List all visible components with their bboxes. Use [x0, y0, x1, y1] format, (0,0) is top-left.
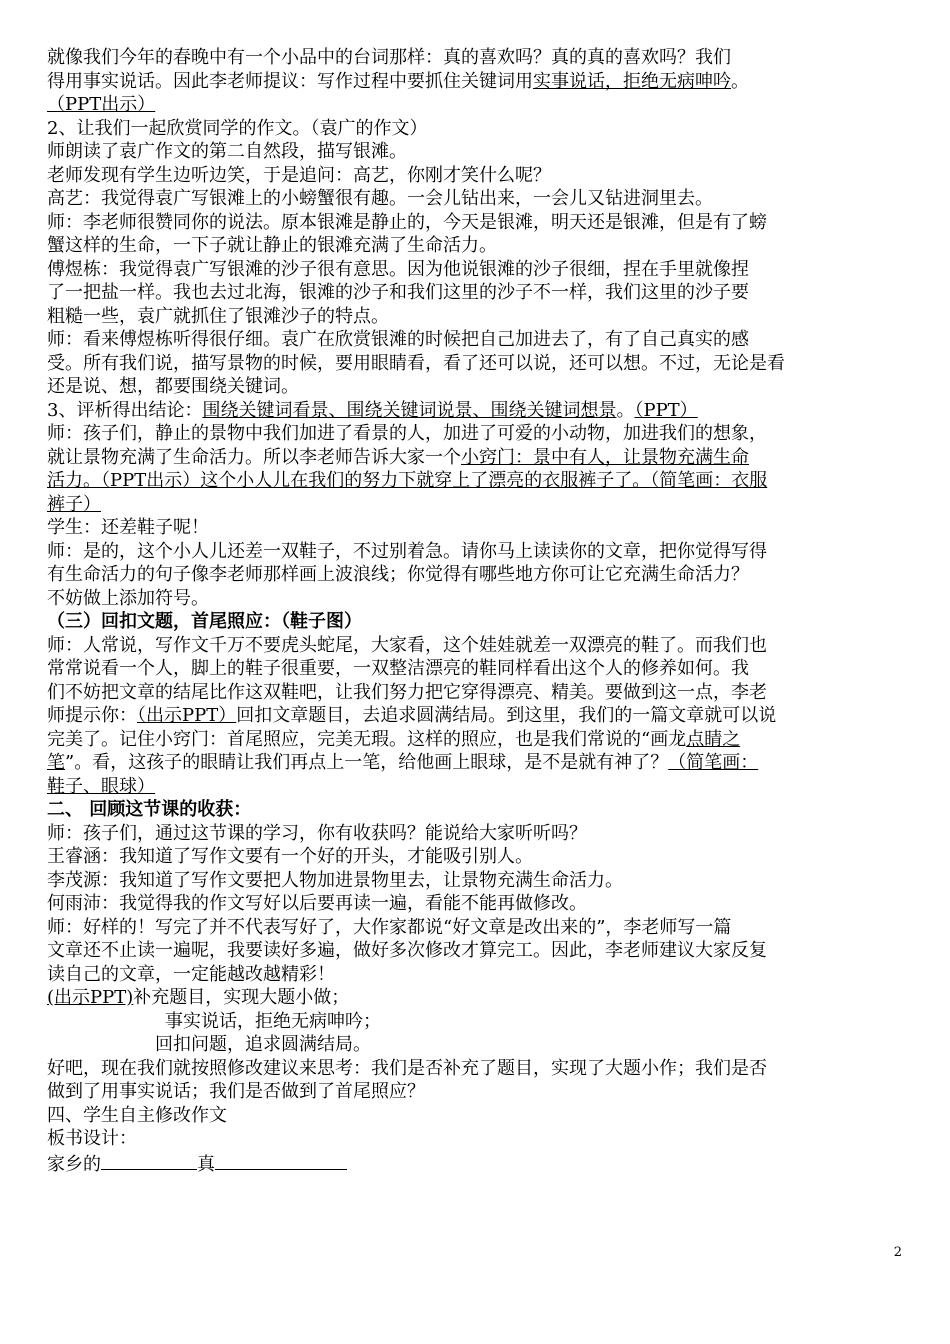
fill-blank [215, 1151, 347, 1170]
text-line: 受。所有我们说，描写景物的时候，要用眼睛看，看了还可以说，还可以想。不过，无论是看 [47, 352, 785, 374]
underlined-phrase: 围绕关键词看景、围绕关键词说景、围绕关键词想景 [202, 399, 617, 421]
text-line: 老师发现有学生边听边笑，于是追问：高艺，你刚才笑什么呢？ [47, 164, 551, 186]
text-line [47, 93, 909, 117]
text-line [47, 493, 909, 517]
text-line: 师：孩子们，静止的景物中我们加进了看景的人，加进了可爱的小动物，加进我们的想象， [47, 423, 767, 444]
text-line: 有生命活力的句子像李老师那样画上波浪线；你觉得有哪些地方你可让它充满生命活力？ [47, 564, 749, 585]
underlined-phrase: （PPT） [634, 399, 698, 421]
text-line: 板书设计： [47, 1128, 137, 1149]
text-line: 粗糙一些，袁广就抓住了银滩沙子的特点。 [47, 305, 389, 327]
text-segment: ”。看，这孩子的眼睛让我们再点上一笔，给他画上眼球，是不是就有神了？ [65, 752, 669, 773]
text-segment: 回扣文章题目，去追求圆满结局。到这里，我们的一篇文章就可以说 [236, 705, 777, 726]
section-item: 四、学生自主修改作文 [47, 1104, 227, 1126]
text-line [47, 70, 909, 94]
text-segment: 真 [197, 1153, 215, 1175]
underlined-phrase: 实事说话，拒绝无病呻吟 [533, 70, 731, 92]
underlined-phrase: （PPT出示） [47, 94, 156, 115]
text-line: 回扣问题，追求圆满结局。 [155, 1034, 371, 1055]
text-line [47, 704, 909, 728]
text-line: 们不妨把文章的结尾比作这双鞋吧，让我们努力把它穿得漂亮、精美。要做到这一点，李老 [47, 681, 767, 703]
text-line: 文章还不止读一遍呢，我要读好多遍，做好多次修改才算完工。因此，李老师建议大家反复 [47, 940, 767, 961]
text-line: 不妨做上添加符号。 [47, 587, 209, 609]
text-segment: 补充题目，实现大题小做； [133, 987, 350, 1008]
text-line [47, 728, 909, 752]
underlined-phrase: 笔 [47, 752, 65, 773]
text-line: 活力。（PPT出示）这个小人儿在我们的努力下就穿上了漂亮的衣服裤子了。（简笔画：衣服 [47, 470, 768, 491]
text-line: 师：孩子们，通过这节课的学习，你有收获吗？能说给大家听听吗？ [47, 822, 587, 844]
text-line: 王睿涵：我知道了写作文要有一个好的开头，才能吸引别人。 [47, 846, 533, 867]
text-line: 蟹这样的生命，一下子就让静止的银滩充满了生命活力。 [47, 235, 497, 256]
text-segment: 3、评析得出结论： [47, 399, 203, 421]
text-line: 好吧，现在我们就按照修改建议来思考：我们是否补充了题目，实现了大题小作；我们是否 [47, 1057, 767, 1079]
text-line: 读自己的文章，一定能越改越精彩！ [47, 963, 335, 985]
text-segment: 师提示你： [47, 705, 137, 726]
text-line: 师朗读了袁广作文的第二自然段，描写银滩。 [47, 141, 407, 162]
text-line: 师：看来傅煜栋听得很仔细。袁广在欣赏银滩的时候把自己加进去了，有了自己真实的感 [47, 329, 749, 350]
text-line: 师：李老师很赞同你的说法。原本银滩是静止的，今天是银滩，明天还是银滩，但是有了螃 [47, 211, 767, 233]
section-heading: （三）回扣文题，首尾照应：（鞋子图） [47, 611, 362, 632]
text-line: 事实说话，拒绝无病呻吟； [165, 1010, 381, 1032]
section-heading: 二、 回顾这节课的收获： [47, 799, 252, 820]
text-segment: 。 [616, 399, 635, 421]
text-line: 师：是的，这个小人儿还差一双鞋子，不过别着急。请你马上读读你的文章，把你觉得写得 [47, 540, 767, 562]
text-line: 傅煜栋：我觉得袁广写银滩的沙子很有意思。因为他说银滩的沙子很细，捏在手里就像捏 [47, 258, 749, 280]
underlined-phrase: 小窍门：景中有人，让景物充满生命 [461, 446, 749, 468]
text-line: 还是说、想，都要围绕关键词。 [47, 376, 299, 397]
text-line: 做到了用事实说话；我们是否做到了首尾照应？ [47, 1081, 425, 1102]
document-body [47, 46, 909, 1176]
underlined-phrase: 鞋子、眼球） [47, 775, 155, 797]
section-item: 2、让我们一起欣赏同学的作文。（袁广的作文） [47, 117, 428, 139]
underlined-phrase: 裤子） [47, 493, 101, 515]
underlined-phrase: （出示PPT） [137, 705, 237, 726]
text-line: 就像我们今年的春晚中有一个小品中的台词那样：真的喜欢吗？真的真的喜欢吗？我们 [47, 47, 731, 68]
text-segment: 。 [731, 70, 749, 92]
text-line: 常常说看一个人，脚上的鞋子很重要，一双整洁漂亮的鞋同样看出这个人的修养如何。我 [47, 658, 749, 679]
text-line [47, 986, 909, 1010]
underlined-phrase: （简笔画： [668, 752, 759, 773]
text-line: 了一把盐一样。我也去过北海，银滩的沙子和我们这里的沙子不一样，我们这里的沙子要 [47, 282, 749, 303]
text-line: 何雨沛：我觉得我的作文写好以后要再读一遍，看能不能再做修改。 [47, 893, 587, 914]
text-line [47, 751, 909, 775]
underlined-phrase: (出示PPT) [47, 987, 134, 1008]
page-number: 2 [893, 1245, 902, 1260]
text-segment: 得用事实说话。因此李老师提议：写作过程中要抓住关键词用 [47, 70, 533, 92]
text-segment: 就让景物充满了生命活力。所以李老师告诉大家一个 [47, 446, 461, 468]
text-segment: 家乡的 [47, 1153, 101, 1175]
text-line [47, 446, 909, 470]
text-line: 学生：还差鞋子呢！ [47, 517, 209, 538]
section-item [47, 399, 909, 423]
text-line: 师：好样的！写完了并不代表写好了，大作家都说“好文章是改出来的”，李老师写一篇 [47, 916, 732, 938]
text-line [47, 775, 909, 799]
text-line: 李茂源：我知道了写作文要把人物加进景物里去，让景物充满生命活力。 [47, 869, 623, 891]
text-line: 高艺：我觉得袁广写银滩上的小螃蟹很有趣。一会儿钻出来，一会儿又钻进洞里去。 [47, 188, 713, 209]
text-segment: 完美了。记住小窍门：首尾照应，完美无瑕。这样的照应，也是我们常说的“画龙 [47, 728, 687, 750]
board-design-line [47, 1151, 909, 1177]
fill-blank [101, 1151, 197, 1170]
underlined-phrase: 点睛之 [686, 728, 741, 750]
text-line: 师：人常说，写作文千万不要虎头蛇尾，大家看，这个娃娃就差一双漂亮的鞋了。而我们也 [47, 634, 767, 656]
